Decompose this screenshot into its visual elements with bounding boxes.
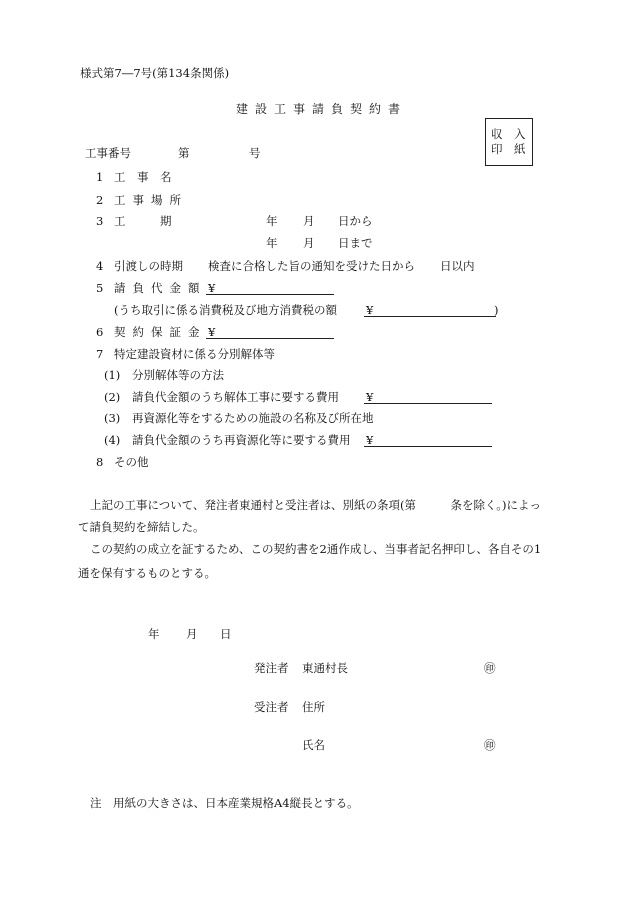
orderer-seal: ㊞ xyxy=(484,661,496,675)
item-3-number: 3 xyxy=(96,214,104,228)
item-2-number: 2 xyxy=(96,193,104,207)
item-3-label: 工 期 xyxy=(114,214,172,228)
item-4-label: 引渡しの時期 xyxy=(114,259,183,273)
item-7-sub-2-label: 請負代金額のうち解体工事に要する費用 xyxy=(132,390,339,404)
tax-yen: ¥ xyxy=(366,303,374,317)
item-7-sub-4-number: (4) xyxy=(104,433,121,447)
item-6-label: 契約保証金 xyxy=(114,325,207,339)
item-7-sub-1-number: (1) xyxy=(104,368,121,382)
end-year: 年 xyxy=(266,236,278,250)
contractor-address-label: 住所 xyxy=(302,700,325,714)
date-day: 日 xyxy=(220,627,232,641)
item-7-sub-2-underline xyxy=(364,403,492,404)
item-7-number: 7 xyxy=(96,347,104,361)
stamp-line-2: 印 紙 xyxy=(491,142,526,156)
tax-underline xyxy=(364,316,496,317)
date-month: 月 xyxy=(186,627,198,641)
item-1-label: 工 事 名 xyxy=(114,170,172,184)
form-number: 様式第7―7号(第134条関係) xyxy=(80,66,230,80)
item-8-label: その他 xyxy=(114,455,149,469)
item-4-number: 4 xyxy=(96,259,104,273)
item-4-suffix: 日以内 xyxy=(440,259,475,273)
paper-size-note: 注 用紙の大きさは、日本産業規格A4縦長とする。 xyxy=(90,796,359,810)
tax-close: ) xyxy=(494,303,499,317)
tax-note: (うち取引に係る消費税及び地方消費税の額 xyxy=(114,303,337,317)
item-7-sub-1-label: 分別解体等の方法 xyxy=(132,368,224,382)
contractor-name-label: 氏名 xyxy=(302,738,325,752)
stamp-line-1: 収 入 xyxy=(491,127,526,141)
item-2-label: 工事場所 xyxy=(114,193,188,207)
guarantee-underline xyxy=(206,338,334,339)
item-8-number: 8 xyxy=(96,455,104,469)
item-7-sub-3-number: (3) xyxy=(104,411,121,425)
paragraph-1-line-1: 上記の工事について、発注者東通村と受注者は、別紙の条項(第 条を除く。)によっ xyxy=(90,498,542,512)
paragraph-2-line-2: 通を保有するものとする。 xyxy=(78,566,216,580)
paragraph-2-line-1: この契約の成立を証するため、この契約書を2通作成し、当事者記名押印し、各自その1 xyxy=(90,542,542,556)
item-1-number: 1 xyxy=(96,170,104,184)
contractor-label: 受注者 xyxy=(254,700,289,714)
item-7-sub-3-label: 再資源化等をするための施設の名称及び所在地 xyxy=(132,411,374,425)
item-7-sub-4-label: 請負代金額のうち再資源化等に要する費用 xyxy=(132,433,351,447)
orderer-name: 東通村長 xyxy=(302,661,348,675)
contractor-seal: ㊞ xyxy=(484,738,496,752)
start-day: 日から xyxy=(338,214,373,228)
work-number-suffix: 号 xyxy=(249,146,261,160)
item-5-number: 5 xyxy=(96,281,104,295)
item-6-number: 6 xyxy=(96,325,104,339)
item-7-sub-4-underline xyxy=(364,446,492,447)
paragraph-1-line-2: て請負契約を締結した。 xyxy=(78,520,205,534)
contract-amount-yen: ¥ xyxy=(208,281,216,295)
item-7-label: 特定建設資材に係る分別解体等 xyxy=(114,347,275,361)
item-4-text: 検査に合格した旨の通知を受けた日から xyxy=(208,259,415,273)
date-year: 年 xyxy=(148,627,160,641)
revenue-stamp-box xyxy=(485,118,533,166)
end-month: 月 xyxy=(303,236,315,250)
contract-amount-underline xyxy=(206,294,334,295)
item-5-label: 請負代金額 xyxy=(114,281,207,295)
item-7-sub-2-yen: ¥ xyxy=(366,390,374,404)
work-number-label: 工事番号 xyxy=(85,146,131,160)
work-number-prefix: 第 xyxy=(178,146,190,160)
guarantee-yen: ¥ xyxy=(208,325,216,339)
start-month: 月 xyxy=(303,214,315,228)
start-year: 年 xyxy=(266,214,278,228)
end-day: 日まで xyxy=(338,236,373,250)
item-7-sub-2-number: (2) xyxy=(104,390,121,404)
document-title: 建設工事請負契約書 xyxy=(236,102,408,116)
orderer-label: 発注者 xyxy=(254,661,289,675)
item-7-sub-4-yen: ¥ xyxy=(366,433,374,447)
